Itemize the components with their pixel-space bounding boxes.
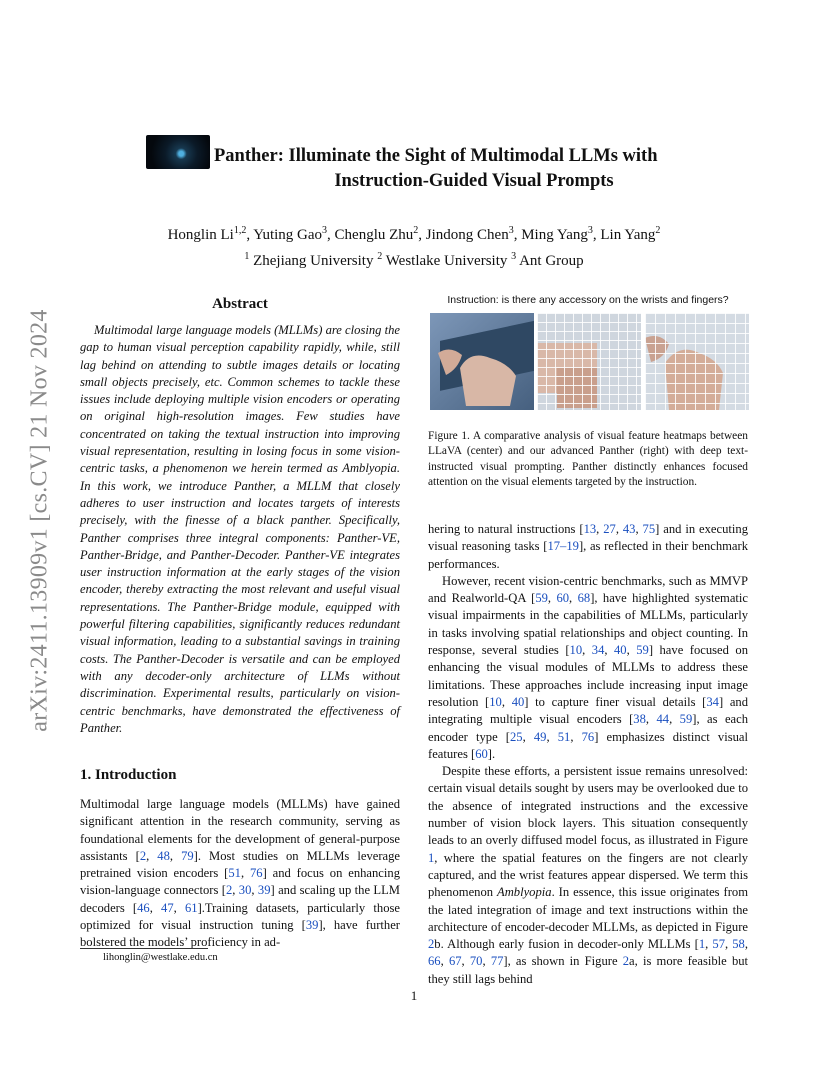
text-run: ] have focused on enhancing the visual modules of MLLMs to address these limitations. These approaches include increasing input image resolution [	[428, 643, 749, 709]
author: Jindong Chen	[425, 227, 509, 243]
text-run: Despite these efforts, a persistent issue remains unresolved: certain visual details sought by users may be overlooked due to the absence of integrated instructions and the excessive number of vision block layers. This situation consequently leads to an overly diffused model focus, as illustrated in Figure	[428, 764, 748, 848]
text-run: ] emphasizes distinct visual features [	[428, 729, 749, 761]
text-run: However, recent vision-centric benchmarks, such as MMVP and Realworld-QA [	[428, 573, 748, 606]
figure-image-llava-heatmap	[537, 313, 641, 410]
citation-link[interactable]: 43	[622, 522, 636, 536]
paper-title	[214, 144, 734, 194]
heatmap-grid-overlay	[537, 313, 641, 410]
text-run: ] and in executing visual reasoning tasks [	[428, 522, 748, 554]
text-run: ] and integrating multiple visual encoders [	[428, 694, 749, 727]
citation-link[interactable]: 2	[139, 848, 147, 863]
citation-link[interactable]: 51	[228, 866, 241, 881]
section-heading-introduction: 1. Introduction	[80, 767, 177, 783]
text-run: ], as reflected in their benchmark performances.	[428, 539, 749, 571]
figure-ref-link[interactable]: 2	[428, 937, 435, 952]
affiliations	[0, 246, 828, 272]
text-run: ] and focus on enhancing vision-language connectors [	[80, 866, 400, 898]
citation-link[interactable]: 60	[556, 591, 570, 606]
citation-link[interactable]: 1	[698, 937, 706, 952]
citation-link[interactable]: 2	[225, 883, 233, 898]
figure-image-original	[430, 313, 534, 410]
arxiv-identifier: arXiv:2411.13909v1 [cs.CV] 21 Nov 2024	[26, 309, 53, 732]
panther-logo	[146, 135, 210, 169]
affil-sup: 1	[244, 251, 250, 262]
abstract-body	[80, 322, 400, 737]
author-list: Honglin Li$^{1,2}$, Yuting Gao$^3$, Chenglu Zhu$^2$, Jindong Chen$^3$, Ming Yang$^3$, Lin Yang$^2$	[167, 225, 661, 243]
author-affil-sup: 3	[508, 225, 514, 236]
text-run: Multimodal large language models (MLLMs) have gained significant attention in the research community, serving as foundational elements for the development of general-purpose assistants [	[80, 797, 400, 863]
text-run: hering to natural instructions [	[428, 522, 584, 536]
citation-link[interactable]: 57	[712, 937, 725, 952]
author-affil-sup: 2	[655, 225, 661, 236]
text-run: a, is more feasible but they still lags behind	[428, 954, 749, 986]
intro-body	[80, 796, 400, 952]
citation-link[interactable]: 46	[137, 900, 150, 915]
author-affil-sup: 3	[322, 225, 328, 236]
text-run: ], as shown in Figure	[503, 954, 623, 969]
text-run: ].Training datasets, particularly those optimized for visual instruction tuning [	[80, 900, 400, 933]
citation-link[interactable]: 76	[581, 729, 595, 744]
intro-paragraph: Multimodal large language models (MLLMs) have gained significant attention in the research community, serving as foundational elements for the development of general-purpose assistants [2, 48, 79]. Most studies on MLLMs leverage pretrained vision encoders [51, 76] and focus on enhancing vision-language connectors [2, 30, 39] and scaling up the LLM decoders [46, 47, 61].Training datasets, particularly those optimized for visual instruction tuning [39], have further bolstered the models’ proficiency in ad-	[80, 797, 401, 950]
citation-link[interactable]: 30	[238, 883, 252, 898]
citation-link[interactable]: 66	[428, 954, 441, 969]
citation-link[interactable]: 13	[583, 522, 597, 536]
citation-link[interactable]: 68	[577, 591, 591, 606]
text-run: ], have further bolstered the models’ proficiency in ad-	[80, 918, 400, 950]
abstract-heading: Abstract	[212, 296, 268, 312]
text-run: ]. Most studies on MLLMs leverage pretrained vision encoders [	[80, 848, 400, 881]
citation-link[interactable]: 48	[157, 848, 170, 863]
citation-link[interactable]: 17–19	[547, 539, 579, 554]
citation-link[interactable]: 34	[706, 694, 719, 709]
citation-link[interactable]: 79	[181, 848, 194, 863]
citation-link[interactable]: 77	[490, 954, 504, 969]
citation-link[interactable]: 44	[656, 712, 670, 727]
text-run: , where the spatial features on the fingers are not clearly captured, and the wrist features appear dispersed. We term this phenomenon	[428, 850, 748, 900]
citation-link[interactable]: 47	[161, 900, 174, 915]
figure-ref-link[interactable]: 1	[428, 850, 435, 865]
citation-link[interactable]: 39	[257, 883, 271, 898]
author: Lin Yang	[600, 227, 656, 243]
text-run: ], as each encoder type [	[428, 712, 749, 744]
affil-sup: 3	[511, 251, 517, 262]
citation-link[interactable]: 59	[679, 712, 693, 727]
author: Ming Yang	[521, 227, 588, 243]
citation-link[interactable]: 40	[511, 694, 525, 709]
author-affil-sup: 1,2	[233, 225, 247, 236]
citation-link[interactable]: 27	[603, 522, 616, 536]
text-run: ].	[487, 746, 496, 761]
author-affil-sup: 3	[587, 225, 593, 236]
figure-image-panther-heatmap	[645, 313, 749, 410]
citation-link[interactable]: 25	[510, 729, 523, 744]
citation-link[interactable]: 61	[184, 900, 198, 915]
citation-link[interactable]: 49	[533, 729, 547, 744]
citation-link[interactable]: 10	[569, 643, 583, 658]
citation-link[interactable]: 67	[448, 954, 462, 969]
author: Chenglu Zhu	[334, 227, 414, 243]
citation-link[interactable]: 34	[591, 643, 605, 658]
citation-link[interactable]: 40	[614, 643, 627, 658]
text-run: ], have highlighted systematic visual impairments in the capabilities of MLLMs, particularly in tasks involving spatial relationships and object counting. In response, several studies [	[428, 591, 749, 658]
citation-link[interactable]: 70	[469, 954, 483, 969]
text-run: . In essence, this issue originates from the lated integration of image and text instructions within the architecture of encoder-decoder MLLMs, as depicted in Figure	[428, 885, 748, 934]
text-run: ] and scaling up the LLM decoders [	[80, 883, 401, 915]
author: Honglin Li	[167, 227, 234, 243]
right-paragraph: However, recent vision-centric benchmarks, such as MMVP and Realworld-QA [59, 60, 68], have highlighted systematic visual impairments in the capabilities of MLLMs, particularly in tasks involving spatial relationships and object counting. In response, several studies [10, 34, 40, 59] have focused on enhancing the visual modules of MLLMs to address these limitations. These approaches include increasing input image resolution [10, 40] to capture finer visual details [34] and integrating multiple visual encoders [38, 44, 59], as each encoder type [25, 49, 51, 76] emphasizes distinct visual features [60].	[428, 573, 749, 761]
author: Yuting Gao	[253, 227, 323, 243]
author-block	[0, 220, 828, 272]
text-run: ] to capture finer visual details [	[524, 694, 707, 709]
title-line-2: Instruction-Guided Visual Prompts	[334, 171, 614, 191]
affil-sup: 2	[377, 251, 383, 262]
heatmap-grid-overlay	[645, 313, 749, 410]
right-paragraph: Despite these efforts, a persistent issue remains unresolved: certain visual details sought by users may be overlooked due to the absence of integrated instructions and the excessive number of vision block layers. This situation consequently leads to an overly diffused model focus, as illustrated in Figure 1, where the spatial features on the fingers are not clearly captured, and the wrist features appear dispersed. We term this phenomenon Amblyopia. In essence, this issue originates from the lated integration of image and text instructions within the architecture of encoder-decoder MLLMs, as depicted in Figure 2b. Although early fusion in decoder-only MLLMs [1, 57, 58, 66, 67, 70, 77], as shown in Figure 2a, is more feasible but they still lags behind	[428, 764, 749, 986]
affiliation: Westlake University	[385, 253, 508, 269]
figure-ref-link[interactable]: 2	[622, 954, 630, 969]
affiliation: Zhejiang University	[253, 253, 374, 269]
footnote-rule	[80, 948, 208, 949]
citation-link[interactable]: 76	[249, 866, 263, 881]
citation-link[interactable]: 51	[557, 729, 571, 744]
affiliation: Ant Group	[519, 253, 584, 269]
citation-link[interactable]: 59	[636, 643, 649, 658]
citation-link[interactable]: 10	[489, 694, 502, 709]
citation-link[interactable]: 39	[305, 918, 319, 933]
citation-link[interactable]: 59	[535, 591, 548, 606]
text-run: b. Although early fusion in decoder-only MLLMs [	[434, 937, 699, 952]
term-emphasis: Amblyopia	[497, 885, 552, 900]
footnote-email: lihonglin@westlake.edu.cn	[103, 952, 218, 963]
right-column-body	[428, 521, 748, 988]
citation-link[interactable]: 38	[633, 712, 646, 727]
hands-keyboard-image	[430, 313, 534, 410]
citation-link[interactable]: 58	[732, 937, 745, 952]
figure-caption: Figure 1. A comparative analysis of visual feature heatmaps between LLaVA (center) and our advanced Panther (right) with deep text-instructed visual prompting. Panther distinctly enhances focused attention on the visual elements targeted by the instruction.	[428, 430, 748, 489]
figure-instruction: Instruction: is there any accessory on the wrists and fingers?	[447, 294, 729, 306]
citation-link[interactable]: 60	[475, 746, 488, 761]
author-affil-sup: 2	[413, 225, 419, 236]
citation-link[interactable]: 75	[642, 522, 656, 536]
title-line-1: Panther: Illuminate the Sight of Multimodal LLMs with	[214, 146, 658, 166]
right-paragraph: hering to natural instructions [13, 27, 43, 75] and in executing visual reasoning tasks [17–19], as reflected in their benchmark performances.	[428, 522, 749, 571]
abstract-text: Multimodal large language models (MLLMs) are closing the gap to human visual perception capability rapidly, while, still lag behind on attending to subtle images details or locating small objects precisely, etc. Common schemes to tackle these issues include deploying multiple vision encoders or operating on original high-resolution images. Few studies have concentrated on taking the textual instruction into improving visual representation, resulting in losing focus in some vision-centric tasks, a phenomenon we herein termed as Amblyopia. In this work, we introduce Panther, a MLLM that closely adheres to user instruction and locates targets of interests precisely, with the finesse of a black panther. Specifically, Panther comprises three integral components: Panther-VE, Panther-Bridge, and Panther-Decoder. Panther-VE integrates user instruction information at the early stages of the vision encoder, thereby extracting the most relevant and useful visual representations. The Panther-Bridge module, equipped with powerful filtering capabilities, significantly reduces redundant visual information, leading to a substantial savings in training costs. The Panther-Decoder is versatile and can be employed with any decoder-only architecture of LLMs without discrimination. Experimental results, particularly on vision-centric benchmarks, have demonstrated the effectiveness of Panther.	[80, 323, 400, 735]
page-number: 1	[410, 988, 418, 1003]
